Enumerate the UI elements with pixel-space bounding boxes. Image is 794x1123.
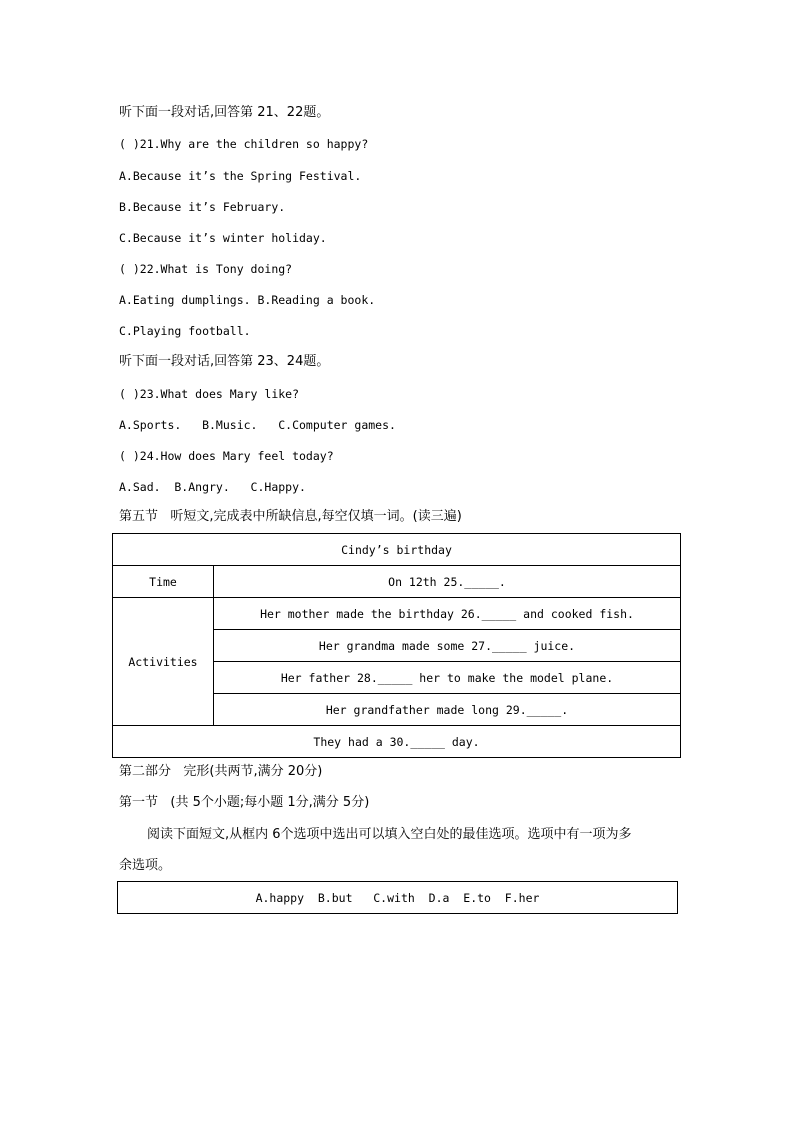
- part-2-heading: 第二部分 完形(共两节,满分 20分): [119, 764, 323, 779]
- part-2-section-1-heading: 第一节 (共 5个小题;每小题 1分,满分 5分): [119, 795, 370, 810]
- activity-cell-27: Her grandma made some 27._____ juice.: [214, 630, 681, 662]
- reading-instruction-line-2: 余选项。: [119, 858, 172, 873]
- options-24: A.Sad. B.Angry. C.Happy.: [119, 480, 306, 494]
- dialogue-instruction-23-24: 听下面一段对话,回答第 23、24题。: [119, 354, 330, 369]
- option-21-c: C.Because it’s winter holiday.: [119, 231, 327, 245]
- question-21: ( )21.Why are the children so happy?: [119, 137, 369, 151]
- table-footer-cell: They had a 30._____ day.: [113, 726, 681, 758]
- activity-cell-28: Her father 28._____ her to make the model plane.: [214, 662, 681, 694]
- activity-cell-29: Her grandfather made long 29._____.: [214, 694, 681, 726]
- section-5-heading: 第五节 听短文,完成表中所缺信息,每空仅填一词。(读三遍): [119, 509, 462, 524]
- dialogue-instruction-21-22: 听下面一段对话,回答第 21、22题。: [119, 105, 330, 120]
- option-22-a-b: A.Eating dumplings. B.Reading a book.: [119, 293, 376, 307]
- time-value-cell: On 12th 25._____.: [214, 566, 681, 598]
- birthday-info-table: [112, 533, 681, 758]
- table-title: Cindy’s birthday: [113, 534, 681, 566]
- options-box: A.happy B.but C.with D.a E.to F.her: [117, 881, 678, 914]
- option-21-a: A.Because it’s the Spring Festival.: [119, 169, 362, 183]
- option-22-c: C.Playing football.: [119, 324, 251, 338]
- activities-label-cell: Activities: [113, 598, 214, 726]
- option-21-b: B.Because it’s February.: [119, 200, 286, 214]
- question-23: ( )23.What does Mary like?: [119, 387, 300, 401]
- question-22: ( )22.What is Tony doing?: [119, 262, 293, 276]
- options-23: A.Sports. B.Music. C.Computer games.: [119, 418, 396, 432]
- reading-instruction-line-1: 阅读下面短文,从框内 6个选项中选出可以填入空白处的最佳选项。选项中有一项为多: [147, 827, 632, 842]
- question-24: ( )24.How does Mary feel today?: [119, 449, 334, 463]
- activity-cell-26: Her mother made the birthday 26._____ and cooked fish.: [214, 598, 681, 630]
- time-label-cell: Time: [113, 566, 214, 598]
